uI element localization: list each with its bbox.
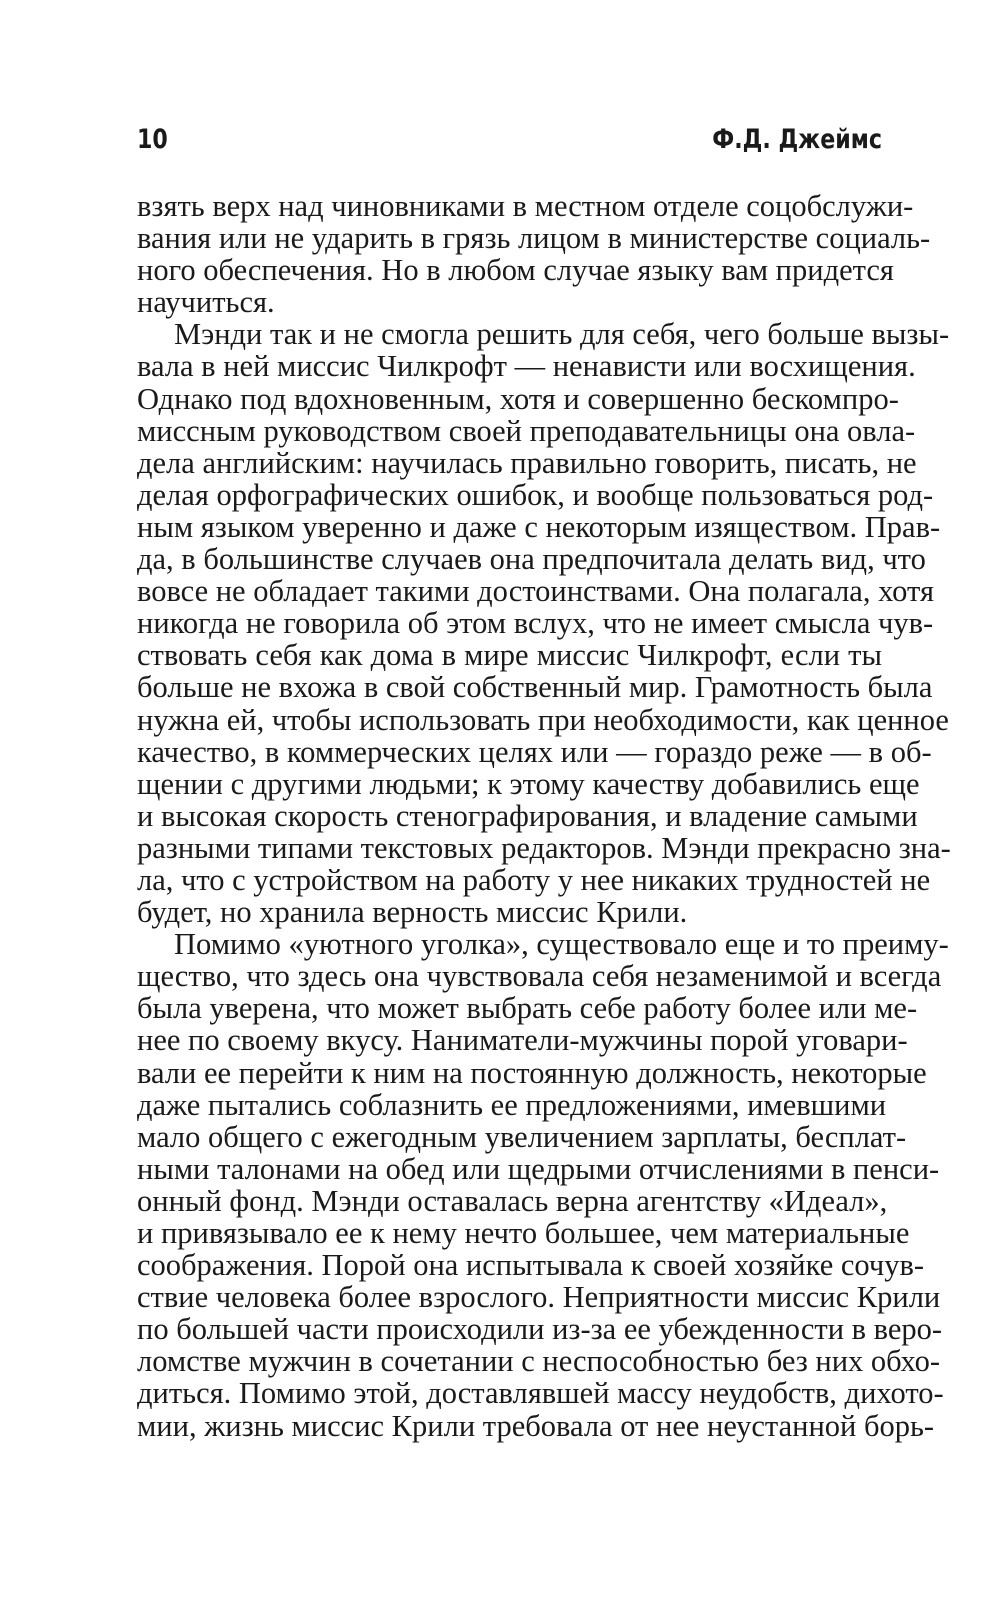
text-line: щество, что здесь она чувствовала себя незаменимой и всегда (137, 959, 942, 994)
text-line: вали ее перейти к ним на постоянную должность, некоторые (137, 1055, 927, 1090)
text-line: Однако под вдохновенным, хотя и совершенно бескомпро- (137, 381, 899, 416)
text-line: делая орфографических ошибок, и вообще пользоваться род- (137, 477, 934, 512)
text-line: никогда не говорила об этом вслух, что не имеет смысла чув- (137, 606, 934, 641)
text-line: будет, но хранила верность миссис Крили. (137, 895, 688, 930)
text-line: Помимо «уютного уголка», существовало еще и то преиму- (174, 927, 949, 962)
text-line: диться. Помимо этой, доставлявшей массу неудобств, дихото- (137, 1376, 944, 1411)
page-header (137, 124, 882, 164)
paragraph (137, 927, 949, 1443)
running-head: Ф.Д. Джеймс (712, 124, 882, 155)
text-line: разными типами текстовых редакторов. Мэнди прекрасно зна- (137, 830, 951, 865)
text-line: Мэнди так и не смогла решить для себя, чего больше вызы- (174, 317, 950, 352)
text-line: ла, что с устройством на работу у нее никаких трудностей не (137, 862, 931, 897)
text-line: вала в ней миссис Чилкрофт — ненависти или восхищения. (137, 349, 916, 384)
text-line: ным языком уверенно и даже с некоторым изяществом. Прав- (137, 509, 941, 544)
text-line: вовсе не обладает такими достоинствами. Она полагала, хотя (137, 574, 934, 609)
text-line: и привязывало ее к нему нечто большее, чем материальные (137, 1216, 910, 1250)
text-line: щении с другими людьми; к этому качеству добавились еще (137, 766, 920, 801)
text-line: онный фонд. Мэнди оставалась верна агентству «Идеал», (137, 1183, 888, 1218)
text-line: и высокая скорость стенографирования, и владение самыми (137, 798, 918, 833)
text-line: была уверена, что может выбрать себе работу более или ме- (137, 991, 918, 1026)
text-line: взять верх над чиновниками в местном отделе соцобслужи- (137, 189, 914, 223)
text-line: миссным руководством своей преподавательницы она овла- (137, 413, 916, 448)
text-line: научиться. (137, 285, 275, 320)
page-number: 10 (137, 124, 168, 155)
text-line: больше не вхожа в свой собственный мир. Грамотность была (137, 670, 933, 705)
text-line: мии, жизнь миссис Крили требовала от нее неустанной борь- (137, 1408, 935, 1443)
text-line: мало общего с ежегодным увеличением зарплаты, бесплат- (137, 1119, 907, 1154)
text-line: даже пытались соблазнить ее предложениями, имевшими (137, 1087, 887, 1122)
text-line: дела английским: научилась правильно говорить, писать, не (137, 445, 917, 480)
body-text (137, 189, 951, 1443)
paragraph (137, 317, 951, 930)
text-line: ствовать себя как дома в мире миссис Чилкрофт, если ты (137, 638, 882, 673)
text-line: вания или не ударить в грязь лицом в министерстве социаль- (137, 221, 931, 256)
text-line: ствие человека более взрослого. Неприятности миссис Крили (137, 1280, 941, 1315)
text-line: ными талонами на обед или щедрыми отчислениями в пенси- (137, 1151, 940, 1186)
text-line: по большей части происходили из-за ее убежденности в веро- (137, 1312, 943, 1347)
text-line: нее по своему вкусу. Наниматели-мужчины порой уговари- (137, 1023, 908, 1058)
text-line: качество, в коммерческих целях или — гораздо реже — в об- (137, 734, 932, 769)
paragraph (137, 189, 931, 320)
text-line: нужна ей, чтобы использовать при необходимости, как ценное (137, 702, 949, 737)
text-line: соображения. Порой она испытывала к своей хозяйке сочув- (137, 1248, 924, 1283)
text-line: ломстве мужчин в сочетании с неспособностью без них обхо- (137, 1344, 941, 1379)
text-line: да, в большинстве случаев она предпочитала делать вид, что (137, 542, 926, 577)
text-line: ного обеспечения. Но в любом случае языку вам придется (137, 253, 894, 288)
